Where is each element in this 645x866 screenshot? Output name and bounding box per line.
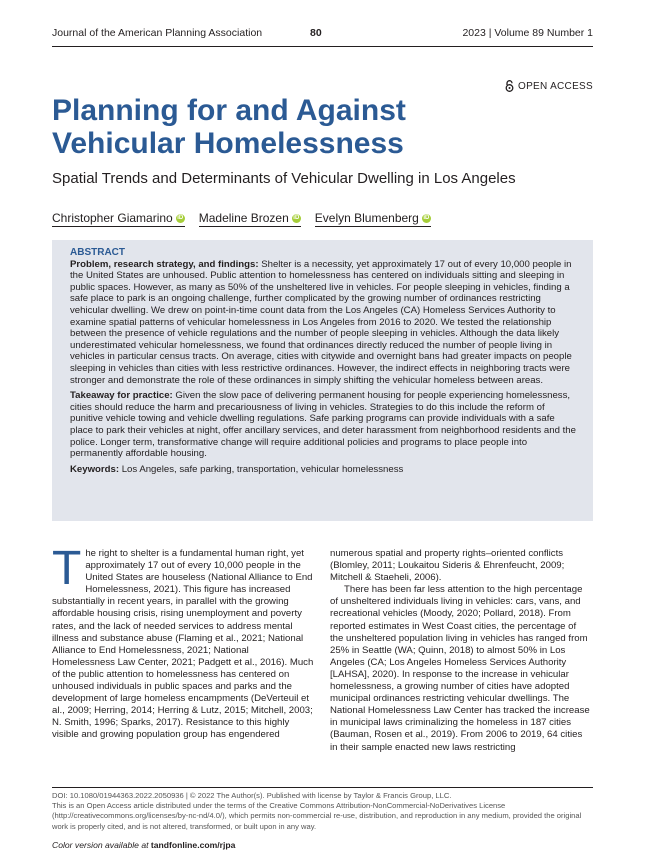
body-paragraph: There has been far less attention to the high percentage of unsheltered individuals living in vehicles: cars, vans, and recreational vehicles (Moody, 2020; Pollard, 2018). From reported estimates in West Coast cities, the percentage of the unsheltered population living in vehicles has ranged from 25% in Seattle (WA; Quinn, 2018) to almost 50% in Los Angeles (CA; Los Angeles Homeless Services Authority [LAHSA], 2020). In response to the increase in vehicular homelessness, a growing number of cities have adopted municipal ordinances restricting vehicular dwellings. The National Homelessness Law Center has tracked the increase in municipal laws criminalizing the homeless in 187 cities (Bauman, Rosen et al., 2019). From 2006 to 2019, 64 cities in their sample enacted new laws restricting (330, 584, 590, 753)
journal-name: Journal of the American Planning Association (52, 27, 263, 39)
journal-site-link[interactable]: tandfonline.com/rjpa (150, 840, 236, 850)
body-column-right (330, 548, 592, 754)
doi-line[interactable]: DOI: 10.1080/01944363.2022.2050936 | © 2022 The Author(s). Published with license by Taylor & Francis Group, LLC. (52, 791, 452, 800)
author-name: Madeline Brozen (198, 211, 289, 225)
keywords-label: Keywords: (70, 463, 120, 475)
article-subtitle: Spatial Trends and Determinants of Vehicular Dwelling in Los Angeles (52, 170, 516, 187)
page-number: 80 (310, 27, 322, 39)
keywords-text: Los Angeles, safe parking, transportation, vehicular homelessness (119, 463, 404, 475)
abstract-takeaway-text: Given the slow pace of delivering permanent housing for people experiencing homelessness, cities should reduce the harm and precariousness of living in vehicles. Strategies to do this include the reform of punitive vehicle towing and vehicle dwelling regulations. Safe parking programs can provide individuals with a safe place to park their vehicles at night, offer ancillary services, and deter harassment from neighborhood residents and the police. Longer term, transformative change will require additional policies and programs to place people into permanently affordable housing. (70, 390, 576, 460)
body-paragraph: numerous spatial and property rights–oriented conflicts (Blomley, 2011; Loukaitou Sideris & Ehrenfeucht, 2009; Mitchell & Staeheli, 2006). (330, 548, 565, 584)
abstract-keywords (70, 464, 580, 476)
author-name: Christopher Giamarino (52, 211, 173, 225)
open-access-badge[interactable] (505, 80, 593, 92)
abstract-problem (70, 259, 580, 387)
orcid-icon[interactable]: iD (293, 214, 300, 221)
footer-notice (52, 791, 593, 832)
body-column-left (52, 542, 314, 742)
abstract-heading: ABSTRACT (70, 247, 125, 258)
drop-cap: T (52, 542, 82, 595)
article-title (52, 94, 572, 160)
color-version-note (52, 840, 235, 850)
issue-info: 2023 | Volume 89 Number 1 (462, 27, 593, 39)
abstract-takeaway-label: Takeaway for practice: (70, 390, 173, 402)
color-version-prefix: Color version available at (52, 840, 151, 850)
footer-divider (52, 787, 593, 788)
orcid-icon[interactable]: iD (177, 214, 184, 221)
author-link[interactable] (52, 211, 185, 227)
body-paragraph-text: he right to shelter is a fundamental human right, yet approximately 17 out of every 10,000 people in the United States are houseless (National Alliance to End Homelessness, 2021). This figure has increased substantially in recent years, in parallel with the growing affordable housing crisis, rising unemployment and poverty rates, and the lack of needed services to address mental illness and substance abuse (Flaming et al., 2021; National Alliance to End Homelessness, 2021; National Homelessness Law Center, 2021; Padgett et al., 2016). Much of the public attention to homelessness has centered on unhoused individuals in public spaces and parks and the development of large homeless encampments (DeVerteuil et al., 2009; Herring, 2014; Herring & Lutz, 2015; Mitchell, 2003; N. Smith, 1996; Sparks, 2017). Resistance to this highly visible and growing population group has engendered (52, 548, 314, 741)
abstract-problem-label: Problem, research strategy, and findings: (70, 258, 259, 270)
title-line-1: Planning for and Against (52, 94, 406, 127)
abstract-box (52, 240, 593, 521)
orcid-icon[interactable]: iD (423, 214, 430, 221)
running-header (52, 27, 593, 43)
title-line-2: Vehicular Homelessness (52, 127, 404, 160)
open-lock-icon (505, 80, 514, 92)
abstract-takeaway (70, 390, 580, 460)
author-name: Evelyn Blumenberg (314, 211, 419, 225)
license-text[interactable]: This is an Open Access article distributed under the terms of the Creative Commons Attribution-NonCommercial-NoDerivatives License (http://creativecommons.org/licenses/by-nc-nd/4.0/), which permits non-commercial re-use, distribution, and reproduction in any medium, provided the original work is properly cited, and is not altered, transformed, or built upon in any way. (52, 801, 582, 831)
header-divider (52, 46, 593, 47)
open-access-label: OPEN ACCESS (518, 80, 593, 92)
author-link[interactable] (315, 211, 431, 227)
abstract-problem-text: Shelter is a necessity, yet approximately 17 out of every 10,000 people in the United States are unhoused. Public attention to homelessness has centered on individuals sitting and sleeping in public spaces. However, as many as 50% of the unsheltered live in vehicles. For people sleeping in vehicles, finding a safe place to park is an ongoing challenge, further complicated by the growing number of ordinances restricting vehicular dwelling. We drew on point-in-time count data from the Los Angeles (CA) Homeless Services Authority to examine spatial patterns of vehicular homelessness in Los Angeles from 2016 to 2020. We tested the relationship between the presence of vehicle regulations and the number of people sleeping in vehicles. Although the data likely underestimated vehicular homelessness, we found that ordinances directly reduced the number of people living in vehicles in particular census tracts. On average, cities with citywide and overnight bans had greater impacts on people sleeping in vehicles than cities with less restrictive ordinances. However, the indirect effects in neighboring tracts were stronger and demonstrate the role of these ordinances in simply shifting the vehicular homeless between areas. (70, 258, 572, 386)
author-list (52, 211, 431, 227)
author-link[interactable] (199, 211, 301, 227)
body-paragraph (52, 542, 314, 742)
